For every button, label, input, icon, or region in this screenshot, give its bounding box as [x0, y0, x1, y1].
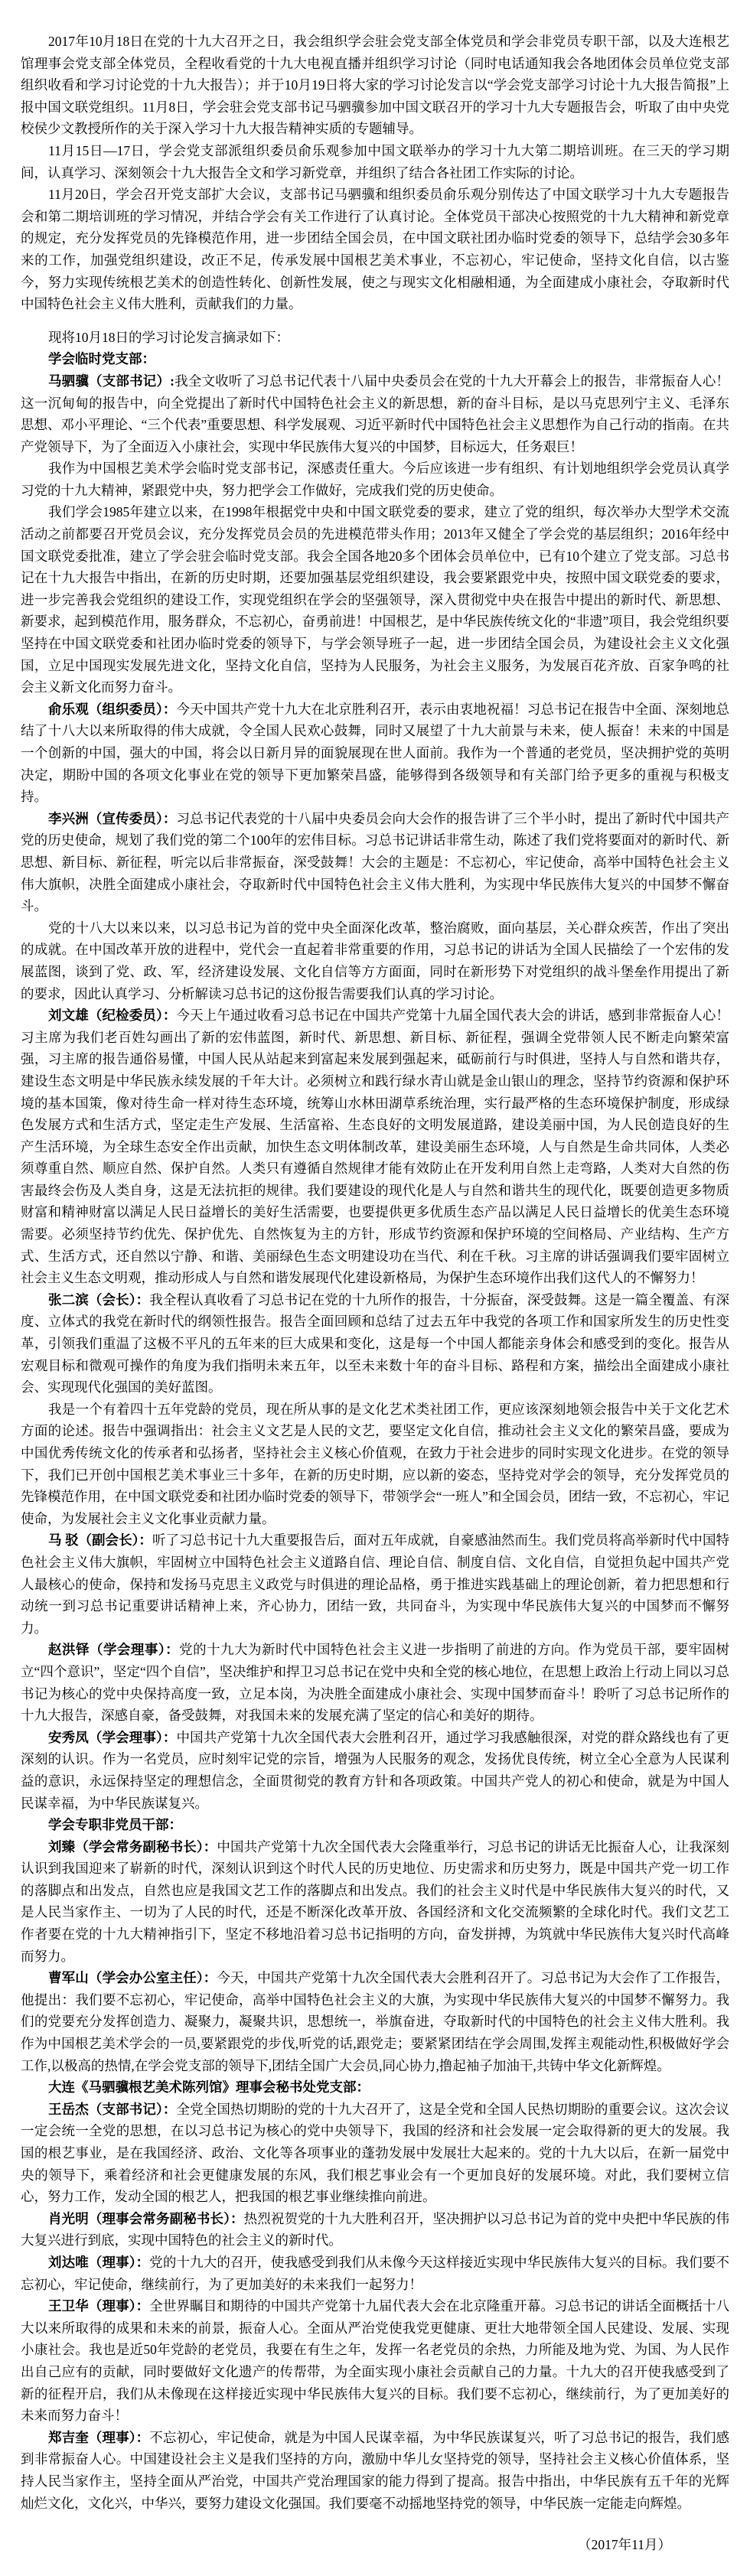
speech-text: 听了习总书记十九大重要报告后，面对五年成就，自豪感油然而生。我们党员将高举新时代中国特色社会主义伟大旗帜，牢固树立中国特色社会主义道路自信、理论自信、制度自信、文化自信，自觉担负起中国共产党人最核心的使命，保持和发扬马克思主义政党与时俱进的理论品格，勇于推进实践基础上的理论创新，着力把思想和行动统一到习总书记重要讲话精神上来，齐心协力，团结一致，共同奋斗，为实现中华民族伟大复兴的中国梦而不懈努力。 [21, 1532, 730, 1636]
intro-paragraphs [21, 31, 729, 315]
section-heading: 大连《马驷骥根艺美术陈列馆》理事会秘书处党支部： [48, 2079, 370, 2096]
speech-text: 党的十八大以来以来，以习总书记为首的党中央全面深化改革，整治腐败，面向基层，关心群众疾苦，作出了突出的成就。在中国改革开放的进程中，党代会一直起着非常重要的作用，习总书记的讲话为全国人民描绘了一个宏伟的发展蓝图，谈到了党、政、军，经济建设发展、文化自信等方方面面，同时在新形势下对党组织的战斗堡垒作用提出了新的要求，因此认真学习、分析解读习总书记的这份报告需要我们认真的学习讨论。 [21, 920, 729, 1001]
intro-paragraph: 11月15日—17日，学会党支部派组织委员俞乐观参加中国文联举办的学习十九大第二期培训班。在三天的学习期间，认真学习、深刻领会十九大报告全文和学习新党章，并组织了结合各社团工作实际的讨论。 [21, 142, 729, 181]
speech-text: 全世界瞩目和期待的中国共产党第十九届代表大会在北京隆重开幕。习总书记的讲话全面概括十八大以来所取得的成果和未来的前景，振奋人心。全面从严治党使我党更健康、更壮大地带领全国人民建设、发展、实现小康社会。我也是近50年党龄的老党员，我要在有生之年，发挥一名老党员的余热，力所能及地为党、为国、为人民作出自己应有的贡献，同时要做好文化遗产的传帮带，为全面实现小康社会贡献自己的力量。十九大的召开使我感受到了新的征程开启，我们从未像现在这样接近实现中华民族伟大复兴的目标。我们要不忘初心，继续前行，为了更加美好的未来而努力奋斗！ [21, 2298, 729, 2424]
speech-text: 全党全国热切期盼的党的十九大召开了，这是全党和全国人民热切期盼的重要会议。这次会议一定会统一全党的思想，在以习总书记为核心的党中央领导下，我国的经济和社会发展一定会取得新的更大的发展。我国的根艺事业，是在我国经济、政治、文化等各项事业的蓬勃发展中发展壮大起来的。党的十九大以后，在新一届党中央的领导下，乘着经济和社会更健康发展的东风，我们根艺事业会有一个更加良好的发展环境。对此，我们要树立信心，努力工作，发动全国的根艺人，把我国的根艺事业继续推向前进。 [21, 2101, 729, 2205]
footer-date: （2017年11月） [578, 2537, 671, 2553]
speech-sections [21, 348, 729, 2514]
speech-text: 党的十九大为新时代中国特色社会主义进一步指明了前进的方向。作为党员干部，要牢固树立“四个意识”，坚定“四个自信”，坚决维护和捍卫习总书记在党中央和全党的核心地位，在思想上政治上行动上同以习总书记为核心的党中央保持高度一致，立足本岗，为决胜全面建成小康社会、实现中国梦而奋斗！聆听了习总书记所作的十九大报告，深感自豪，备受鼓舞，对我国未来的发展充满了坚定的信心和美好的期待。 [21, 1642, 730, 1724]
speech-text: 今天中国共产党十九大在北京胜利召开，表示由衷地祝福！习总书记在报告中全面、深刻地总结了十八大以来所取得的伟大成就，令全国人民欢心鼓舞，同时又展望了十九大前景与未来，使人振奋！未来的中国是一个创新的中国，强大的中国，将会以日新月异的面貌展现在世人面前。我作为一个普通的老党员，坚决拥护党的英明决定，期盼中国的各项文化事业在党的领导下更加繁荣昌盛，能够得到各级领导和有关部门给予更多的重视与积极支持。 [21, 701, 729, 805]
speech-text: 热烈祝贺党的十九大胜利召开，坚决拥护以习总书记为首的党中央把中华民族的伟大复兴进行到底，实现中国特色的社会主义的新时代。 [21, 2210, 729, 2249]
intro-paragraph: 11月20日，学会召开党支部扩大会议，支部书记马驷骥和组织委员俞乐观分别传达了中国文联学习十九大专题报告会和第二期培训班的学习情况，并结合学会有关工作进行了认真讨论。全体党员干部决心按照党的十九大精神和新党章的规定，充分发挥党员的先锋模范作用，进一步团结全国会员，在中国文联社团办临时党委的领导下，总结学会30多年来的工作，加强党组织建设，改正不足，传承发展中国根艺美术事业，不忘初心，牢记使命，坚持文化自信，以古鉴今，努力实现传统根艺美术的创造性转化、创新性发展，使之与现实文化相融相通，为全面建成小康社会，夺取新时代中国特色社会主义伟大胜利，贡献我们的力量。 [21, 187, 729, 312]
speaker-paragraph [21, 1005, 729, 1289]
speaker-name: 马驷骥（支部书记）: [48, 373, 174, 389]
speech-text: 习总书记代表党的十八届中央委员会向大会作的报告讲了三个半小时，提出了新时代中国共产党的历史使命，规划了我们党的第二个100年的宏伟目标。习总书记讲话非常生动，陈述了我们党将要面对的新时代、新思想、新目标、新征程，听完以后非常振奋，深受鼓舞！大会的主题是：不忘初心，牢记使命，高举中国特色社会主义伟大旗帜，决胜全面建成小康社会，夺取新时代中国特色社会主义伟大胜利，为实现中华民族伟大复兴的中国梦不懈奋斗。 [21, 810, 729, 914]
speech-paragraph [21, 501, 729, 698]
speech-paragraph [21, 1399, 729, 1530]
speech-text: 我们学会1985年建立以来，在1998年根据党中央和中国文联党委的要求，建立了党的组织，每次举办大型学术交流活动之前都要召开党员会议，充分发挥党员会员的先进模范带头作用；2013年又健全了学会党的基层组织；2016年经中国文联党委批准，建立了学会驻会临时党支部。我会全国各地20多个团体会员单位中，已有10个建立了党支部。习总书记在十九大报告中指出，在新的历史时期，还要加强基层党组织建设，我会要紧跟党中央，按照中国文联党委的要求，进一步完善我会党组织的建设工作，实现党组织在学会的坚强领导，深入贯彻党中央在报告中提出的新时代、新思想、新要求，起到模范作用，服务群众，不忘初心，奋勇前进！中国根艺，是中华民族传统文化的“非遗”项目，我会党组织要坚持在中国文联党委和社团办临时党委的领导下，与学会领导班子一起，进一步团结全国会员，为建设社会主义文化强国，立足中国现实发展先进文化，坚持文化自信，坚持为人民服务，为社会主义服务，为发展百花齐放、百家争鸣的社会主义新文化而努力奋斗。 [21, 504, 729, 695]
speech-text: 中国共产党第十九次全国代表大会隆重举行，习总书记的讲话无比振奋人心，让我深刻认识到我国迎来了崭新的时代，深刻认识到这个时代人民的历史地位、历史需求和历史努力，既是中国共产党一切工作的落脚点和出发点，自然也应是我国文艺工作的落脚点和出发点。我们的社会主义时代是中华民族伟大复兴的时代，又是人民当家作主、一切为了人民的时代，还是不断深化改革开放、各国经济和文化交流频繁的全球化时代。我们文艺工作者要在党的十九大精神指引下，坚定不移地沿着习总书记指明的方向，奋发拼搏，为筑就中华民族伟大复兴时代高峰而努力。 [21, 1838, 729, 1964]
speaker-paragraph [21, 1967, 729, 2076]
speaker-name: 赵洪铎（学会理事）： [48, 1642, 180, 1658]
speaker-name: 曹军山（学会办公室主任）： [48, 1970, 217, 1986]
speech-text: 我全文收听了习总书记代表十八届中央委员会在党的十九大开幕会上的报告，非常振奋人心！这一沉甸甸的报告中，向全党提出了新时代中国特色社会主义的新思想，新的奋斗目标，是以马克思列宁主义、毛泽东思想、邓小平理论、“三个代表”重要思想、科学发展观、习近平新时代中国特色社会主义思想作为自己行动的指南。在共产党领导下，为了全面迈入小康社会，实现中华民族伟大复兴的中国梦，目标远大，任务艰巨！ [21, 373, 730, 454]
speaker-paragraph [21, 1727, 729, 1814]
speaker-paragraph [21, 1529, 729, 1639]
speaker-name: 王卫华（理事）： [48, 2298, 150, 2314]
speaker-name: 安秀凤（学会理事）： [48, 1729, 177, 1745]
transition-paragraph: 现将10月18日的学习讨论发言摘录如下： [48, 329, 289, 345]
speech-text: 党的十九大的召开，使我感受到我们从未像今天这样接近实现中华民族伟大复兴的目标。我们要不忘初心，牢记使命，继续前行，为了更加美好的未来我们一起努力！ [21, 2254, 729, 2292]
speaker-name: 刘达唯（理事）： [48, 2254, 150, 2270]
speaker-paragraph [21, 1639, 729, 1726]
speech-text: 今天上午通过收看习总书记在中国共产党第十九届全国代表大会的讲话，感到非常振奋人心！习主席为我们老百姓勾画出了新的宏伟蓝图，新时代、新思想、新目标、新征程，强调全党带领人民不断走向繁荣富强，习主席的报告通俗易懂，中国人民从站起来到富起来发展到强起来，砥砺前行与时俱进，坚持人与自然和谐共存，建设生态文明是中华民族永续发展的千年大计。必须树立和践行绿水青山就是金山银山的理念，坚持节约资源和保护环境的基本国策，像对待生命一样对待生态环境，统筹山水林田湖草系统治理，实行最严格的生态环境保护制度，形成绿色发展方式和生活方式，坚定走生产发展、生活富裕、生态良好的文明发展道路，建设美丽中国，为人民创造良好的生产生活环境，为全球生态安全作出贡献，加快生态文明体制改革，建设美丽生态环境，人与自然是生命共同体，人类必须尊重自然、顺应自然、保护自然。人类只有遵循自然规律才能有效防止在开发利用自然上走弯路，人类对大自然的伤害最终会伤及人类自身，这是无法抗拒的规律。我们要建设的现代化是人与自然和谐共生的现代化，既要创造更多物质财富和精神财富以满足人民日益增长的美好生活需要，也要提供更多优质生态产品以满足人民日益增长的优美生态环境需要。必须坚持节约优先、保护优先、自然恢复为主的方针，形成节约资源和保护环境的空间格局、产业结构、生产方式、生活方式，还自然以宁静、和谐、美丽绿色生态文明建设功在当代、利在千秋。习主席的讲话强调我们要牢固树立社会主义生态文明观，推动形成人与自然和谐发展现代化建设新格局，为保护生态环境作出我们这代人的不懈努力！ [21, 1008, 729, 1286]
speaker-paragraph [21, 2099, 729, 2208]
speaker-name: 刘文雄（纪检委员）： [48, 1008, 177, 1024]
speaker-paragraph [21, 2252, 729, 2295]
speaker-paragraph [21, 1289, 729, 1399]
speaker-name: 李兴洲（宣传委员）： [48, 810, 177, 826]
speech-text: 我全程认真收看了习总书记在党的十九所作的报告，十分振奋，深受鼓舞。这是一篇全覆盖、有深度、立体式的我党在新时代的纲领性报告。报告全面回顾和总结了过去五年中我党的各项工作和国家所发生的历史性变革，引领我们重温了这极不平凡的五年来的巨大成果和变化，这是每一个中国人都能亲身体会和感受到的变化。报告从宏观目标和微观可操作的角度为我们指明未来五年，以至未来数十年的奋斗目标、路程和方案，描绘出全面建成小康社会、实现现代化强国的美好蓝图。 [21, 1291, 729, 1395]
speaker-paragraph [21, 2427, 729, 2514]
section-heading: 学会临时党支部： [48, 351, 155, 367]
speaker-paragraph [21, 2295, 729, 2427]
speaker-name: 张二滨（会长）： [48, 1291, 150, 1308]
speech-text: 不忘初心，牢记使命，就是为中国人民谋幸福，为中华民族谋复兴，听了习总书记的报告，我们感到非常振奋人心。中国建设社会主义是我们坚持的方向，激励中华儿女坚持党的领导，坚持社会主义核心价值体系，坚持人民当家作主，坚持全面从严治党，中国共产党治理国家的能力得到了提高。报告中指出，中华民族有五千年的光辉灿烂文化，文化兴，中华兴，要努力建设文化强国。我们要毫不动摇地坚持党的领导，中华民族一定能走向辉煌。 [21, 2429, 729, 2511]
speaker-paragraph [21, 808, 729, 917]
speech-text: 我作为中国根艺美术学会临时党支部书记，深感责任重大。今后应该进一步有组织、有计划地组织学会党员认真学习党的十九大精神，紧跟党中央，努力把学会工作做好，完成我们党的历史使命。 [21, 461, 729, 498]
speaker-name: 王岳杰（支部书记）： [48, 2101, 177, 2117]
speaker-paragraph [21, 2208, 729, 2252]
speaker-name: 马 驳（副会长）： [48, 1532, 152, 1549]
speech-text: 我是一个有着四十五年党龄的党员，现在所从事的是文化艺术类社团工作，更应该深刻地领会报告中关于文化艺术方面的论述。报告中强调指出：社会主义文艺是人民的文艺，要坚定文化自信，推动社会主义文化的繁荣昌盛，要成为中国优秀传统文化的传承者和弘扬者，坚持社会主义核心价值观，在致力于社会进步的同时实现文化进步。在党的领导下，我们已开创中国根艺美术事业三十多年，在新的历史时期，应以新的姿态，坚持党对学会的领导，充分发挥党员的先锋模范作用，在中国文联党委和社团办临时党委的领导下，带领学会“一班人”和全国会员，团结一致，不忘初心，牢记使命，为发展社会主义文化事业贡献力量。 [21, 1401, 729, 1526]
speaker-paragraph [21, 699, 729, 808]
speaker-name: 俞乐观（组织委员）： [48, 701, 177, 717]
speech-paragraph [21, 458, 729, 501]
speaker-paragraph [21, 370, 729, 458]
speaker-paragraph [21, 1836, 729, 1968]
speech-text: 中国共产党第十九次全国代表大会胜利召开，通过学习我感触很深，对党的群众路线也有了更深刻的认识。作为一名党员，应时刻牢记党的宗旨，增强为人民服务的观念，发扬优良传统，树立全心全意为人民谋利益的意识，永远保持坚定的理想信念，全面贯彻党的教育方针和各项政策。中国共产党人的初心和使命，就是为中国人民谋幸福，为中华民族谋复兴。 [21, 1729, 729, 1811]
speaker-name: 刘臻（学会常务副秘书长）： [48, 1838, 217, 1855]
section-heading: 学会专职非党员干部： [48, 1817, 182, 1833]
speaker-name: 肖光明（理事会常务副秘书长）： [48, 2210, 244, 2226]
intro-paragraph: 2017年10月18日在党的十九大召开之日，我会组织学会驻会党支部全体党员和学会非党员专职干部，以及大连根艺馆理事会党支部全体党员，全程收看党的十九大电视直播并组织学习讨论（同时电话通知我会各地团体会员单位党支部组织收看和学习讨论党的十九大报告）；并于10月19日将大家的学习讨论发言以“学会党支部学习讨论十九大报告简报”上报中国文联党组织。11月8日，学会驻会党支部书记马驷骥参加中国文联召开的学习十九大专题报告会，听取了由中央党校侯少文教授所作的关于深入学习十九大报告精神实质的专题辅导。 [21, 34, 729, 137]
speech-text: 今天，中国共产党第十九次全国代表大会胜利召开了。习总书记为大会作了工作报告，他提出：我们要不忘初心，牢记使命，高举中国特色社会主义的大旗，为实现中华民族伟大复兴的中国梦不懈努力。我们的党要充分发挥创造力、凝聚力，凝聚共识，思想统一，举旗奋进，夺取新时代的中国特色的社会主义伟大胜利。我作为中国根艺美术学会的一员,要紧跟党的步伐,听党的话,跟党走；要紧紧团结在学会周围,发挥主观能动性,积极做好学会工作,以极高的热情,在学会党支部的领导下,团结全国广大会员,同心协力,撸起袖子加油干,共铸中华文化新辉煌。 [21, 1970, 729, 2073]
speaker-name: 郑吉奎（理事）： [48, 2429, 150, 2445]
speech-paragraph [21, 917, 729, 1005]
